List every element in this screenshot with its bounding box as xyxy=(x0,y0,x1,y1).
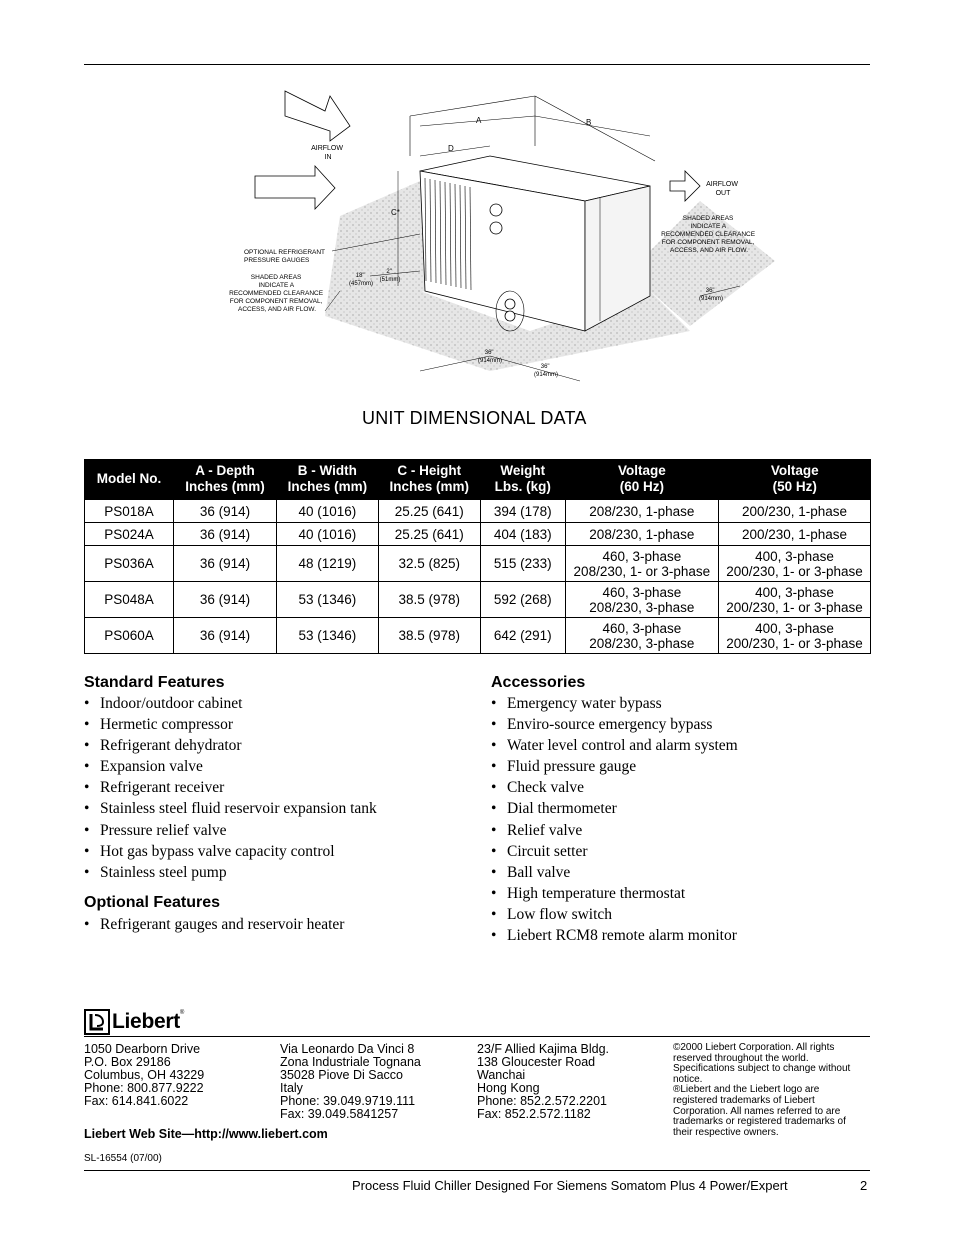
table-cell-line: 48 (1219) xyxy=(298,556,357,571)
list-item-text: Dial thermometer xyxy=(507,800,617,818)
table-cell-line: 53 (1346) xyxy=(298,592,357,607)
table-cell xyxy=(174,546,277,582)
airflow-out-arrow xyxy=(670,171,700,201)
bullet-icon: • xyxy=(491,927,497,945)
table-header-cell xyxy=(85,459,174,500)
list-item xyxy=(84,862,377,883)
table-cell-line: PS036A xyxy=(104,556,154,571)
list-item xyxy=(491,735,738,756)
bullet-icon: • xyxy=(491,800,497,818)
bullet-icon: • xyxy=(491,716,497,734)
footer-title: Process Fluid Chiller Designed For Siemens Somatom Plus 4 Power/Expert xyxy=(352,1178,788,1193)
list-item-text: Fluid pressure gauge xyxy=(507,758,637,776)
list-item-text: Hermetic compressor xyxy=(100,716,233,734)
list-item-text: Refrigerant dehydrator xyxy=(100,737,242,755)
list-item-text: Liebert RCM8 remote alarm monitor xyxy=(507,927,737,945)
list-item xyxy=(84,693,377,714)
table-cell-line: 53 (1346) xyxy=(298,628,357,643)
table-cell xyxy=(174,500,277,523)
list-item xyxy=(491,777,738,798)
table-cell-line: 200/230, 1-phase xyxy=(741,503,848,519)
table-cell-line: PS048A xyxy=(104,592,154,607)
clearance-36-front2-label: 36" (914mm) xyxy=(533,364,559,378)
table-cell-line: 25.25 (641) xyxy=(394,503,464,519)
table-header-cell xyxy=(565,459,718,500)
copyright-notice: ©2000 Liebert Corporation. All rights reserved throughout the world. Specifications subject to change without notice. ®Liebert and the Liebert logo are registered trademarks of Liebert Corporation. All names referred to are trademarks or registered trademarks of their respective owners. xyxy=(673,1042,851,1138)
table-cell-line: 38.5 (978) xyxy=(398,592,461,607)
table-cell xyxy=(480,523,565,546)
table-cell xyxy=(174,582,277,618)
table-row xyxy=(85,618,871,654)
table-cell xyxy=(276,618,378,654)
list-item-text: Ball valve xyxy=(507,863,571,881)
bullet-icon: • xyxy=(491,821,497,839)
accessories-list xyxy=(491,693,738,946)
list-item xyxy=(84,798,377,819)
gauges-label: OPTIONAL REFRIGERANT PRESSURE GAUGES xyxy=(244,249,325,264)
bullet-icon: • xyxy=(84,716,90,734)
bullet-icon: • xyxy=(84,916,90,933)
table-cell-line: 200/230, 1- or 3-phase xyxy=(726,599,863,615)
list-item-text: Stainless steel fluid reservoir expansion tank xyxy=(100,800,377,818)
list-item-text: Expansion valve xyxy=(100,758,203,776)
table-row xyxy=(85,546,871,582)
table-cell-line: 36 (914) xyxy=(199,556,251,571)
table-cell xyxy=(565,582,718,618)
list-item xyxy=(491,714,738,735)
list-item-text: Indoor/outdoor cabinet xyxy=(100,695,243,712)
table-cell-line: 200/230, 1- or 3-phase xyxy=(726,563,863,579)
table-header-text: A - Depth xyxy=(195,463,255,478)
fitting-upper xyxy=(505,299,515,309)
table-cell xyxy=(276,582,378,618)
clearance-18-label: 18" (457mm) xyxy=(348,273,374,287)
list-item-text: Water level control and alarm system xyxy=(507,737,738,755)
address-hong-kong: 23/F Allied Kajima Bldg. 138 Gloucester Road Wanchai Hong Kong Phone: 852.2.572.2201 Fax: 852.2.572.1182 xyxy=(477,1042,610,1121)
list-item xyxy=(491,883,738,904)
gauge-lower xyxy=(490,222,502,234)
table-cell-line: 25.25 (641) xyxy=(394,526,464,542)
table-cell xyxy=(718,618,870,654)
table-header-text: (50 Hz) xyxy=(772,479,817,494)
table-cell xyxy=(565,546,718,582)
table-cell-line: 36 (914) xyxy=(199,592,251,607)
table-cell xyxy=(174,618,277,654)
list-item-text: Hot gas bypass valve capacity control xyxy=(100,842,335,860)
bullet-icon: • xyxy=(84,779,90,797)
table-cell xyxy=(85,618,174,654)
table-header-cell xyxy=(174,459,277,500)
table-cell xyxy=(85,500,174,523)
address-italy: Via Leonardo Da Vinci 8 Zona Industriale Tognana 35028 Piove Di Sacco Italy Phone: 39.049.9719.111 Fax: 39.049.5841257 xyxy=(280,1042,421,1121)
list-item xyxy=(491,862,738,883)
dim-c-label: C* xyxy=(391,208,400,217)
table-cell-line: 460, 3-phase xyxy=(602,548,682,564)
table-cell-line: 32.5 (825) xyxy=(398,556,461,571)
table-cell xyxy=(378,523,480,546)
list-item xyxy=(491,693,738,714)
table-header-cell xyxy=(378,459,480,500)
page-number: 2 xyxy=(860,1178,868,1193)
address-columbus: 1050 Dearborn Drive P.O. Box 29186 Columbus, OH 43229 Phone: 800.877.9222 Fax: 614.841.6022 xyxy=(84,1042,205,1108)
top-rule xyxy=(84,64,870,65)
table-row xyxy=(85,523,871,546)
list-item-text: Relief valve xyxy=(507,821,583,839)
list-item-text: Enviro-source emergency bypass xyxy=(507,716,713,734)
table-cell xyxy=(276,546,378,582)
web-site-link[interactable]: Liebert Web Site—http://www.liebert.com xyxy=(84,1127,328,1141)
list-item-text: Low flow switch xyxy=(507,905,613,923)
table-cell xyxy=(378,500,480,523)
table-header-text: C - Height xyxy=(397,463,462,478)
list-item-text: Pressure relief valve xyxy=(100,821,227,839)
dim-b-label: B xyxy=(586,118,592,127)
list-item xyxy=(84,820,377,841)
liebert-logo xyxy=(84,1008,184,1036)
dim-a-label: A xyxy=(476,116,482,125)
table-cell xyxy=(174,523,277,546)
table-cell xyxy=(378,546,480,582)
list-item xyxy=(84,841,377,862)
table-cell xyxy=(565,500,718,523)
table-cell-line: 460, 3-phase xyxy=(602,584,682,600)
table-header-text: Inches (mm) xyxy=(185,479,265,494)
table-cell-line: 400, 3-phase xyxy=(755,548,834,564)
list-item xyxy=(84,777,377,798)
table-cell-line: 400, 3-phase xyxy=(755,584,834,600)
list-item xyxy=(491,841,738,862)
table-header-cell xyxy=(718,459,870,500)
table-header-text: (60 Hz) xyxy=(619,479,664,494)
table-cell-line: 394 (178) xyxy=(493,503,552,519)
table-cell-line: 208/230, 1- or 3-phase xyxy=(573,563,711,579)
standard-features-heading: Standard Features xyxy=(84,674,225,691)
section-title: UNIT DIMENSIONAL DATA xyxy=(362,408,587,428)
table-header-text: Model No. xyxy=(96,471,162,486)
table-cell-line: 36 (914) xyxy=(199,526,251,542)
list-item xyxy=(491,904,738,925)
table-cell-line: 400, 3-phase xyxy=(755,620,834,636)
table-cell xyxy=(565,618,718,654)
list-item-text: High temperature thermostat xyxy=(507,884,686,902)
accessories-heading: Accessories xyxy=(491,674,586,691)
table-cell-line: PS018A xyxy=(104,503,154,519)
list-item-text: Refrigerant receiver xyxy=(100,779,225,797)
table-header-text: Inches (mm) xyxy=(389,479,470,494)
table-cell-line: 200/230, 1- or 3-phase xyxy=(726,635,863,651)
table-cell-line: 460, 3-phase xyxy=(602,620,682,636)
list-item xyxy=(491,798,738,819)
table-cell-line: 36 (914) xyxy=(199,503,251,519)
airflow-in-arrow-upper xyxy=(285,91,350,141)
footer-rule xyxy=(84,1036,870,1037)
bullet-icon: • xyxy=(491,842,497,860)
table-cell xyxy=(480,500,565,523)
table-cell xyxy=(85,546,174,582)
table-header-text: Voltage xyxy=(617,463,666,478)
table-header-text: Lbs. (kg) xyxy=(494,479,551,494)
bullet-icon: • xyxy=(84,695,90,712)
table-row xyxy=(85,582,871,618)
table-cell xyxy=(480,546,565,582)
unit-diagram xyxy=(220,86,780,386)
airflow-in-label: AIRFLOW IN xyxy=(311,145,343,161)
dimensional-data-table xyxy=(84,459,871,654)
table-cell xyxy=(85,523,174,546)
table-cell xyxy=(718,582,870,618)
list-item xyxy=(491,756,738,777)
table-header-text: Inches (mm) xyxy=(287,479,368,494)
list-item xyxy=(84,914,344,935)
table-row xyxy=(85,500,871,523)
table-cell-line: 208/230, 1-phase xyxy=(589,526,695,542)
list-item-text: Check valve xyxy=(507,779,585,797)
table-cell xyxy=(718,523,870,546)
table-header-text: B - Width xyxy=(297,463,357,478)
table-cell-line: 40 (1016) xyxy=(298,503,357,519)
standard-features-list xyxy=(84,693,377,883)
table-cell xyxy=(718,546,870,582)
bullet-icon: • xyxy=(84,800,90,818)
bullet-icon: • xyxy=(491,737,497,755)
table-cell-line: 40 (1016) xyxy=(298,526,357,542)
table-header-cell xyxy=(276,459,378,500)
table-cell-line: 200/230, 1-phase xyxy=(741,526,848,542)
list-item xyxy=(84,756,377,777)
table-header-row xyxy=(85,459,871,500)
list-item xyxy=(491,820,738,841)
shaded-right-note: SHADED AREAS INDICATE A RECOMMENDED CLEARANCE FOR COMPONENT REMOVAL, ACCESS, AND AIR FLOW. xyxy=(661,215,756,254)
optional-features-list xyxy=(84,914,344,935)
liebert-logo-icon xyxy=(84,1009,110,1035)
table-cell xyxy=(276,500,378,523)
table-cell-line: 38.5 (978) xyxy=(398,628,461,643)
document-number: SL-16554 (07/00) xyxy=(84,1153,162,1164)
clearance-36-right-label: 36" (914mm) xyxy=(698,288,724,302)
table-cell xyxy=(480,618,565,654)
list-item-text: Circuit setter xyxy=(507,842,588,860)
list-item-text: Stainless steel pump xyxy=(100,863,227,881)
table-cell xyxy=(378,582,480,618)
bullet-icon: • xyxy=(491,695,497,712)
shaded-left-note: SHADED AREAS INDICATE A RECOMMENDED CLEARANCE FOR COMPONENT REMOVAL, ACCESS, AND AIR FLOW. xyxy=(229,274,324,313)
table-cell-line: 642 (291) xyxy=(493,628,552,643)
list-item xyxy=(84,714,377,735)
bullet-icon: • xyxy=(491,863,497,881)
table-cell-line: 592 (268) xyxy=(493,592,552,607)
bullet-icon: • xyxy=(84,821,90,839)
fitting-lower xyxy=(505,311,515,321)
logo-wordmark: Liebert® xyxy=(112,1010,185,1033)
bullet-icon: • xyxy=(84,863,90,881)
bullet-icon: • xyxy=(491,758,497,776)
table-cell xyxy=(276,523,378,546)
table-header-cell xyxy=(480,459,565,500)
table-cell-line: 208/230, 3-phase xyxy=(589,599,695,615)
table-cell xyxy=(565,523,718,546)
gauge-upper xyxy=(490,204,502,216)
table-header-text: Weight xyxy=(500,463,546,478)
optional-features-heading: Optional Features xyxy=(84,894,221,911)
bullet-icon: • xyxy=(84,737,90,755)
clearance-36-front1-label: 36" (914mm) xyxy=(477,350,503,364)
table-cell-line: 515 (233) xyxy=(493,556,552,571)
table-cell xyxy=(378,618,480,654)
table-cell-line: 208/230, 3-phase xyxy=(589,635,695,651)
bullet-icon: • xyxy=(491,779,497,797)
list-item-text: Refrigerant gauges and reservoir heater xyxy=(100,916,345,933)
table-cell xyxy=(718,500,870,523)
table-cell xyxy=(85,582,174,618)
table-cell-line: 208/230, 1-phase xyxy=(589,503,695,519)
airflow-out-label: AIRFLOW OUT xyxy=(706,181,738,197)
airflow-in-arrow-lower xyxy=(255,166,335,209)
table-cell-line: PS024A xyxy=(104,526,154,542)
table-cell-line: 404 (183) xyxy=(493,526,552,542)
table-cell-line: 36 (914) xyxy=(199,628,251,643)
list-item-text: Emergency water bypass xyxy=(507,695,662,712)
clearance-2-label: 2" (51mm) xyxy=(379,269,401,283)
table-cell xyxy=(480,582,565,618)
list-item xyxy=(84,735,377,756)
list-item xyxy=(491,925,738,946)
bullet-icon: • xyxy=(84,842,90,860)
dim-d-label: D xyxy=(448,144,454,153)
bullet-icon: • xyxy=(491,905,497,923)
table-header-text: Voltage xyxy=(770,463,819,478)
bullet-icon: • xyxy=(84,758,90,776)
page-footer-rule xyxy=(84,1170,870,1171)
bullet-icon: • xyxy=(491,884,497,902)
table-cell-line: PS060A xyxy=(104,628,154,643)
